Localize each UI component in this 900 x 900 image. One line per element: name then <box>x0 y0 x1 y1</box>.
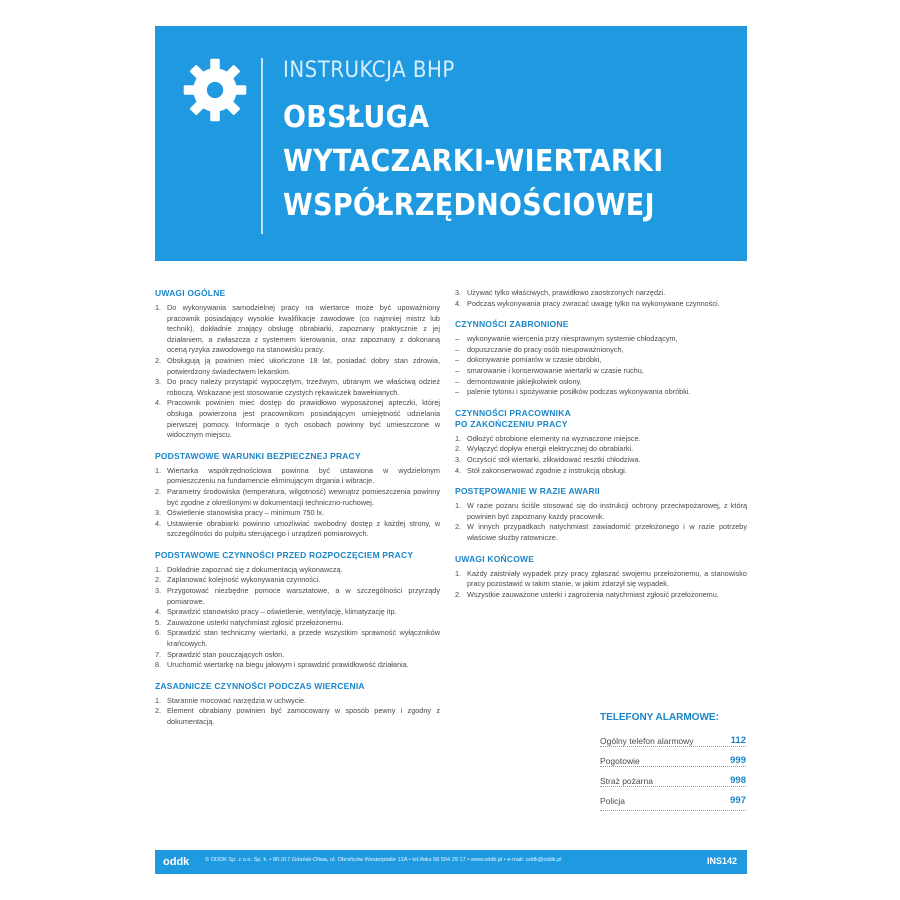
list-item-text: Dokładnie zapoznać się z dokumentacją wykonawczą. <box>167 564 343 574</box>
phone-label: Pogotowie <box>600 756 640 766</box>
item-number: 4. <box>455 465 462 475</box>
title-line-3: WSPÓŁRZĘDNOŚCIOWEJ <box>283 188 655 223</box>
right-column <box>455 288 747 610</box>
section-list <box>155 466 440 540</box>
item-number: 2. <box>155 355 162 365</box>
item-number: 2. <box>155 486 162 496</box>
list-item-text: Element obrabiany powinien być zamocowany w sposób pewny i zgodny z dokumentacją. <box>167 706 440 726</box>
section <box>455 408 747 476</box>
section-heading: CZYNNOŚCI PRACOWNIKA PO ZAKOŃCZENIU PRACY <box>455 407 571 429</box>
phone-row <box>600 787 746 806</box>
item-number: 2. <box>455 444 462 454</box>
phone-label: Straż pożarna <box>600 776 653 786</box>
list-item <box>155 575 440 586</box>
phone-row <box>600 727 746 747</box>
section <box>455 486 747 543</box>
list-item-text: Wiertarka współrzędnościowa powinna być ustawiona w wydzielonym pomieszczeniu na fundamencie eliminującym drgania i wibracje. <box>167 465 440 486</box>
list-item-text: smarowanie i konserwowanie wiertarki w czasie ruchu, <box>467 365 644 375</box>
dash-marker: – <box>455 344 460 354</box>
item-number: 3. <box>155 586 162 596</box>
list-item-text: Oczyścić stół wiertarki, zlikwidować resztki chłodziwa. <box>467 454 641 464</box>
dash-marker: – <box>455 334 460 344</box>
section-heading: POSTĘPOWANIE W RAZIE AWARII <box>455 486 600 497</box>
item-number: 8. <box>155 660 162 670</box>
list-item-text: Do wykonywania samodzielnej pracy na wiertarce może być upoważniony pracownik posiadający wysokie kwalifikacje zawodowe (co najmniej mistrz lub technik), dokładnie znający obsługę obrabiarki, zapoznany praktycznie z jej działaniem, a zwłaszcza z systemem kierowania, oraz zapoznany z dokonaną oceną ryzyka zawodowego na stanowisku pracy. <box>167 303 440 355</box>
list-item <box>455 455 747 466</box>
list-item-text: W innych przypadkach natychmiast zawiadomić przełożonego i w razie potrzeby właściwe służby ratownicze. <box>467 522 747 542</box>
list-item-text: dokonywanie pomiarów w czasie obróbki, <box>467 355 602 365</box>
list-item <box>455 501 747 522</box>
phone-number: 112 <box>730 735 746 746</box>
item-number: 3. <box>155 377 162 387</box>
item-number: 1. <box>455 433 462 443</box>
item-number: 7. <box>155 649 162 659</box>
section-list <box>155 303 440 441</box>
list-item-text: Przygotować niezbędne pomoce warsztatowe, a w szczególności przyrządy pomiarowe. <box>167 586 440 606</box>
list-item <box>155 303 440 356</box>
list-item-text: Oświetlenie stanowiska pracy – minimum 750 lx. <box>167 508 324 518</box>
item-number: 3. <box>455 288 462 297</box>
item-number: 5. <box>155 617 162 627</box>
section <box>455 554 747 601</box>
list-item <box>155 356 440 377</box>
section <box>155 288 440 441</box>
list-item <box>455 334 747 345</box>
list-item-text: Sprawdzić stanowisko pracy – oświetlenie, wentylację, klimatyzację itp. <box>167 607 397 617</box>
section-heading: ZASADNICZE CZYNNOŚCI PODCZAS WIERCENIA <box>155 680 365 691</box>
dash-marker: – <box>455 365 460 375</box>
list-item-text: Sprawdzić stan techniczny wiertarki, a przede wszystkim sprawność wyłączników krańcowych. <box>167 628 440 649</box>
section-list <box>455 288 747 309</box>
list-item-text: wykonywanie wiercenia przy niesprawnym systemie chłodzącym, <box>467 334 678 344</box>
list-item <box>455 569 747 590</box>
list-item <box>455 590 747 601</box>
list-item <box>455 366 747 377</box>
list-item-text: Stół zakonserwować zgodnie z instrukcją obsługi. <box>467 465 627 475</box>
phone-row <box>600 747 746 767</box>
section-list <box>155 696 440 728</box>
phones-divider <box>600 810 746 812</box>
list-item <box>455 444 747 455</box>
emergency-phones-title: TELEFONY ALARMOWE: <box>600 712 719 723</box>
list-item <box>455 299 747 310</box>
item-number: 1. <box>155 695 162 705</box>
list-item-text: Podczas wykonywania pracy zwracać uwagę tylko na wykonywane czynności. <box>467 298 720 308</box>
item-number: 3. <box>455 454 462 464</box>
section <box>155 550 440 671</box>
list-item-text: Pracownik powinien mieć dostęp do prawidłowo wyposażonej apteczki, której obsługa powierzona jest pracownikom posiadającym umiejętność udzielania pierwszej pomocy. Informacje o tych osobach powinny być umieszczone w widocznym miejscu. <box>167 398 440 440</box>
section-list <box>455 569 747 601</box>
document-code: INS142 <box>706 856 737 866</box>
item-number: 1. <box>455 501 462 511</box>
item-number: 2. <box>455 522 462 532</box>
section-list <box>455 334 747 398</box>
list-item-text: demontowanie jakiejkolwiek osłony, <box>467 376 582 386</box>
list-item-text: Obsługują ją powinien mieć ukończone 18 lat, posiadać dobry stan zdrowia, potwierdzony świadectwem lekarskim. <box>167 355 440 376</box>
list-item-text: Zauważone usterki natychmiast zgłosić przełożonemu. <box>167 617 344 627</box>
list-item-text: dopuszczanie do pracy osób nieupoważnionych, <box>467 344 624 354</box>
list-item <box>155 696 440 707</box>
phone-label: Ogólny telefon alarmowy <box>600 736 694 746</box>
item-number: 4. <box>155 518 162 528</box>
item-number: 4. <box>155 607 162 617</box>
header-divider <box>261 58 263 234</box>
phone-number: 997 <box>730 795 746 806</box>
list-item-text: palenie tytoniu i spożywanie posiłków podczas wykonywania obróbki. <box>467 387 691 397</box>
section-list <box>455 501 747 543</box>
list-item <box>455 288 747 299</box>
item-number: 4. <box>155 398 162 408</box>
item-number: 2. <box>155 706 162 716</box>
list-item-text: Odłożyć obrobione elementy na wyznaczone miejsce. <box>467 433 641 443</box>
phone-row <box>600 767 746 787</box>
list-item <box>155 487 440 508</box>
list-item-text: W razie pożaru ściśle stosować się do instrukcji ochrony przeciwpożarowej, z którą powinien być zapoznany każdy pracownik. <box>467 501 747 521</box>
list-item-text: Wyłączyć dopływ energii elektrycznej do obrabiarki. <box>467 444 634 454</box>
item-number: 4. <box>455 298 462 308</box>
list-item <box>155 660 440 671</box>
list-item <box>155 565 440 576</box>
oddk-logo: oddk <box>163 856 190 868</box>
section-heading: UWAGI KOŃCOWE <box>455 553 535 564</box>
footer-bar <box>155 850 747 874</box>
list-item <box>155 586 440 607</box>
list-item <box>155 398 440 440</box>
list-item <box>155 607 440 618</box>
section <box>155 451 440 540</box>
section-heading: PODSTAWOWE WARUNKI BEZPIECZNEJ PRACY <box>155 450 361 461</box>
left-column <box>155 288 440 738</box>
list-item <box>455 522 747 543</box>
emergency-phones <box>600 712 746 812</box>
section <box>455 288 747 309</box>
section-list <box>155 565 440 671</box>
list-item-text: Parametry środowiska (temperatura, wilgotność) wewnątrz pomieszczenia powinny być zgodne z określonymi w dokumentacji techniczno-ruchowej. <box>167 486 440 507</box>
list-item <box>155 628 440 649</box>
list-item-text: Sprawdzić stan pouczających osłon. <box>167 649 285 659</box>
item-number: 1. <box>155 303 162 312</box>
list-item <box>455 355 747 366</box>
title-line-1: OBSŁUGA <box>283 100 430 135</box>
list-item <box>455 466 747 477</box>
list-item <box>455 434 747 445</box>
list-item-text: Ustawienie obrabiarki powinno umożliwiać swobodny dostęp z każdej strony, w szczególności do pulpitu sterującego i urządzeń pomiarowych. <box>167 518 440 539</box>
phone-number: 999 <box>730 755 746 766</box>
list-item-text: Każdy zaistniały wypadek przy pracy zgłaszać swojemu przełożonemu, a stanowisko pracy pozostawić w takim stanie, w jakim zdarzył się wypadek. <box>467 568 747 589</box>
phone-number: 998 <box>730 775 746 786</box>
list-item <box>455 377 747 388</box>
publisher-address: © ODDK Sp. z o.o. Sp. k. • 80-317 Gdańsk-Oliwa, ul. Obrońców Westerplatte 12A • tel./faks 58 554 29 17 • www.oddk.pl • e-mail: oddk@oddk.pl <box>205 857 562 863</box>
list-item <box>155 466 440 487</box>
document-title <box>283 96 664 228</box>
list-item <box>455 387 747 398</box>
list-item <box>455 345 747 356</box>
bhp-instruction-sheet <box>155 26 747 874</box>
dash-marker: – <box>455 355 460 365</box>
section-list <box>455 434 747 476</box>
list-item-text: Wszystkie zauważone usterki i zagrożenia natychmiast zgłosić przełożonemu. <box>467 589 719 599</box>
list-item <box>155 618 440 629</box>
section <box>455 319 747 398</box>
dash-marker: – <box>455 387 460 397</box>
list-item-text: Używać tylko właściwych, prawidłowo zaostrzonych narzędzi. <box>467 288 666 297</box>
item-number: 2. <box>155 575 162 585</box>
section <box>155 681 440 728</box>
section-heading: CZYNNOŚCI ZABRONIONE <box>455 319 569 330</box>
list-item <box>155 377 440 398</box>
item-number: 1. <box>155 465 162 475</box>
list-item <box>155 706 440 727</box>
document-type: INSTRUKCJA BHP <box>283 58 455 83</box>
item-number: 2. <box>455 589 462 599</box>
header-banner <box>155 26 747 261</box>
list-item <box>155 519 440 540</box>
section-heading: UWAGI OGÓLNE <box>155 288 226 298</box>
dash-marker: – <box>455 376 460 386</box>
list-item <box>155 650 440 661</box>
list-item <box>155 508 440 519</box>
section-heading: PODSTAWOWE CZYNNOŚCI PRZED ROZPOCZĘCIEM PRACY <box>155 549 414 560</box>
item-number: 1. <box>155 564 162 574</box>
list-item-text: Starannie mocować narzędzia w uchwycie. <box>167 695 307 705</box>
list-item-text: Do pracy należy przystąpić wypoczętym, trzeźwym, ubranym we właściwą odzież roboczą. Wskazane jest stosowanie czystych rękawiczek bawełnianych. <box>167 377 440 397</box>
phone-label: Policja <box>600 796 626 806</box>
item-number: 3. <box>155 508 162 518</box>
list-item-text: Zaplanować kolejność wykonywania czynności. <box>167 575 321 585</box>
title-line-2: WYTACZARKI-WIERTARKI <box>283 144 664 179</box>
item-number: 6. <box>155 628 162 638</box>
item-number: 1. <box>455 568 462 578</box>
list-item-text: Uruchomić wiertarkę na biegu jałowym i sprawdzić prawidłowość działania. <box>167 660 409 670</box>
gear-icon <box>181 56 249 124</box>
